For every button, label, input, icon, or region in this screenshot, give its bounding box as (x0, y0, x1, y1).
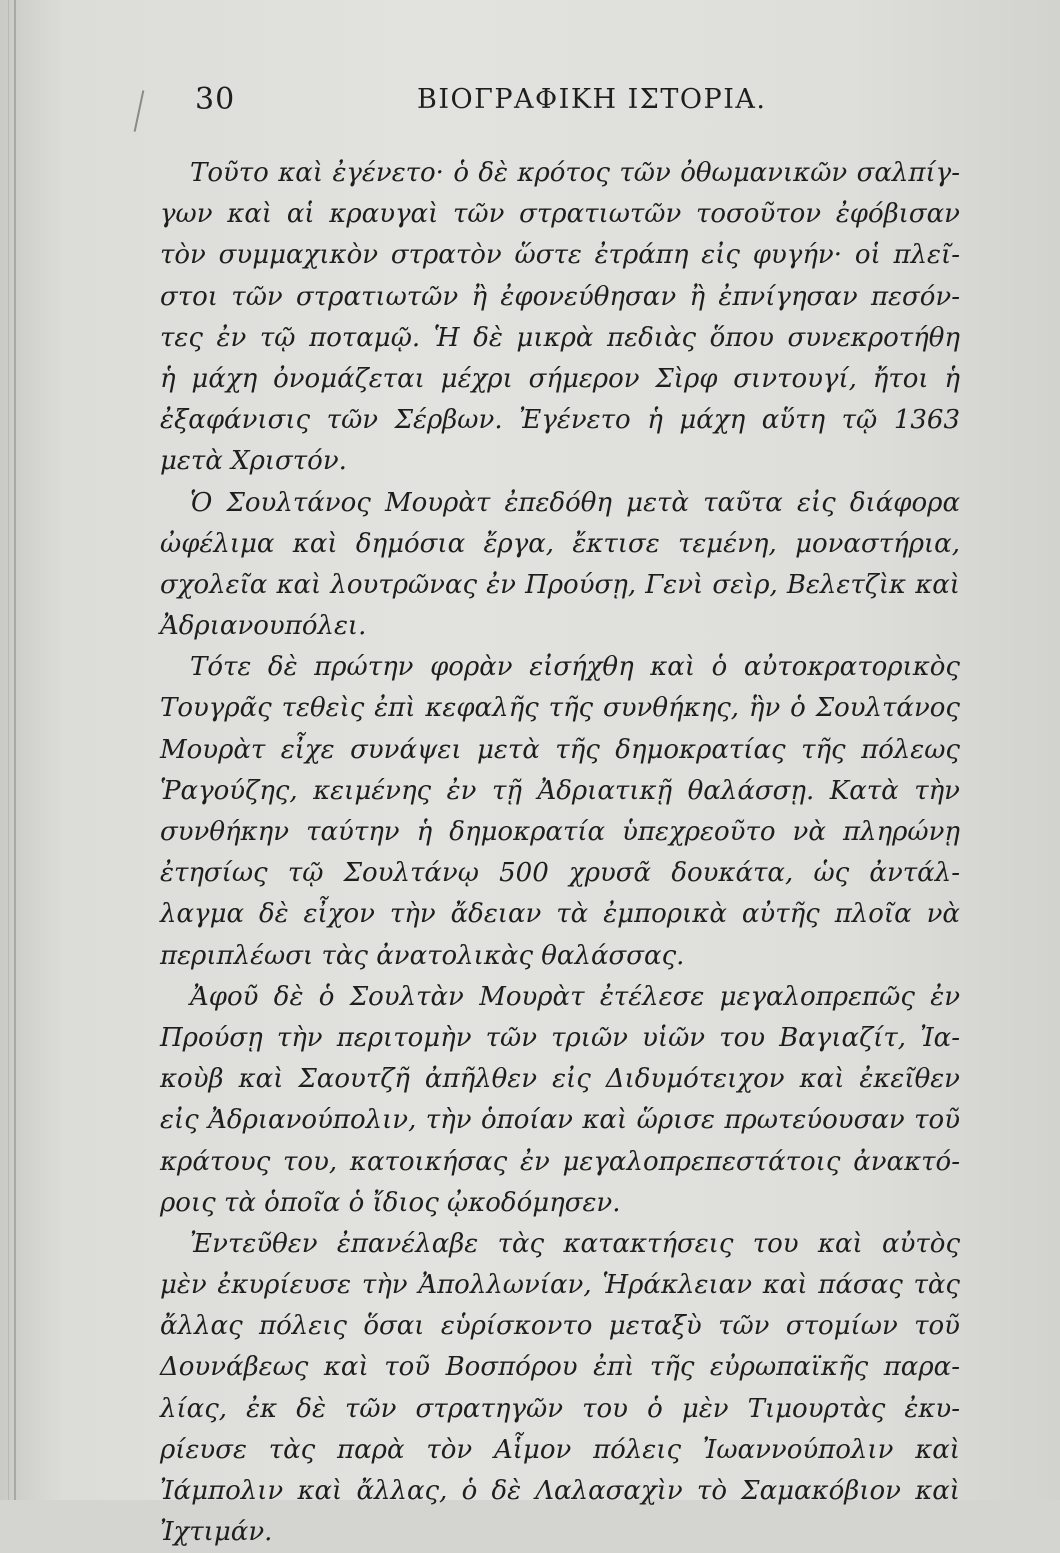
running-title: ΒΙΟΓΡΑΦΙΚΗ ΙΣΤΟΡΙΑ. (417, 84, 767, 115)
text-line: κοὺβ καὶ Σαουτζῆ ἀπῆλθεν εἰς Διδυμότειχον καὶ ἐκεῖθεν (160, 1064, 960, 1095)
text-line: λαγμα δὲ εἶχον τὴν ἄδειαν τὰ ἐμπορικὰ αὐτῆς πλοῖα νὰ (160, 899, 960, 930)
text-line: Ἰχτιμάν. (160, 1517, 273, 1548)
text-line: ροις τὰ ὁποῖα ὁ ἴδιος ᾠκοδόμησεν. (160, 1187, 621, 1218)
text-line: γων καὶ αἱ κραυγαὶ τῶν στρατιωτῶν τοσοῦτον ἐφόβισαν (160, 199, 960, 230)
margin-mark (134, 90, 145, 131)
text-line: ρίευσε τὰς παρὰ τὸν Αἷμον πόλεις Ἰωαννούπολιν καὶ (160, 1434, 960, 1465)
text-line: συνθήκην ταύτην ἡ δημοκρατία ὑπεχρεοῦτο νὰ πληρώνῃ (160, 817, 960, 847)
text-line: εἰς Ἀδριανούπολιν, τὴν ὁποίαν καὶ ὥρισε πρωτεύουσαν τοῦ (160, 1105, 960, 1136)
text-line: ἐξαφάνισις τῶν Σέρβων. Ἐγένετο ἡ μάχη αὕτη τῷ 1363 (160, 405, 960, 436)
text-line: Τοῦτο καὶ ἐγένετο· ὁ δὲ κρότος τῶν ὀθωμανικῶν σαλπίγ- (190, 158, 960, 188)
text-line: Ὁ Σουλτάνος Μουρὰτ ἐπεδόθη μετὰ ταῦτα εἰς διάφορα (190, 487, 960, 518)
binding-edge (14, 0, 16, 1500)
text-line: Ῥαγούζης, κειμένης ἐν τῇ Ἀδριατικῇ θαλάσσῃ. Κατὰ τὴν (160, 775, 960, 806)
binding-shadow (8, 0, 9, 1500)
text-line: ὠφέλιμα καὶ δημόσια ἔργα, ἔκτισε τεμένη, μοναστήρια, (160, 528, 960, 559)
text-line: τες ἐν τῷ ποταμῷ. Ἡ δὲ μικρὰ πεδιὰς ὅπου συνεκροτήθη (160, 322, 960, 353)
text-line: ἄλλας πόλεις ὅσαι εὑρίσκοντο μεταξὺ τῶν στομίων τοῦ (160, 1311, 960, 1342)
text-line: ἐτησίως τῷ Σουλτάνῳ 500 χρυσᾶ δουκάτα, ὡς ἀντάλ- (160, 858, 960, 889)
text-line: Μουρὰτ εἶχε συνάψει μετὰ τῆς δημοκρατίας τῆς πόλεως (160, 734, 960, 765)
text-line: Ἐντεῦθεν ἐπανέλαβε τὰς κατακτήσεις του καὶ αὐτὸς (190, 1228, 960, 1259)
text-line: Δουνάβεως καὶ τοῦ Βοσπόρου ἐπὶ τῆς εὐρωπαϊκῆς παρα- (160, 1352, 960, 1383)
text-line: Τουγρᾶς τεθεὶς ἐπὶ κεφαλῆς τῆς συνθήκης, ἣν ὁ Σουλτάνος (160, 693, 960, 724)
text-line: Τότε δὲ πρώτην φορὰν εἰσήχθη καὶ ὁ αὐτοκρατορικὸς (190, 652, 960, 683)
text-line: περιπλέωσι τὰς ἀνατολικὰς θαλάσσας. (160, 940, 685, 971)
text-line: σχολεῖα καὶ λουτρῶνας ἐν Προύσῃ, Γενὶ σεὶρ, Βελετζὶκ καὶ (160, 569, 960, 600)
text-line: τὸν συμμαχικὸν στρατὸν ὥστε ἐτράπη εἰς φυγήν· οἱ πλεῖ- (160, 240, 960, 271)
page-header (195, 82, 775, 132)
text-line: ἡ μάχη ὀνομάζεται μέχρι σήμερον Σὶρφ σιντουγί, ἤτοι ἡ (160, 363, 960, 394)
text-line: Ἀδριανουπόλει. (160, 611, 367, 642)
text-line: λίας, ἐκ δὲ τῶν στρατηγῶν του ὁ μὲν Τιμουρτὰς ἐκυ- (160, 1393, 960, 1424)
text-line: στοι τῶν στρατιωτῶν ἢ ἐφονεύθησαν ἢ ἐπνίγησαν πεσόν- (160, 281, 960, 312)
body-text (160, 153, 960, 1553)
text-line: κράτους του, κατοικήσας ἐν μεγαλοπρεπεστάτοις ἀνακτό- (160, 1146, 960, 1177)
text-line: Προύσῃ τὴν περιτομὴν τῶν τριῶν υἱῶν του Βαγιαζίτ, Ἰα- (160, 1022, 960, 1053)
text-line: μὲν ἐκυρίευσε τὴν Ἀπολλωνίαν, Ἡράκλειαν καὶ πάσας τὰς (160, 1270, 960, 1301)
page-number: 30 (195, 82, 236, 117)
text-line: Ἰάμπολιν καὶ ἄλλας, ὁ δὲ Λαλασαχὶν τὸ Σαμακόβιον καὶ (160, 1476, 960, 1506)
text-line: μετὰ Χριστόν. (160, 446, 347, 477)
text-line: Ἀφοῦ δὲ ὁ Σουλτὰν Μουρὰτ ἐτέλεσε μεγαλοπρεπῶς ἐν (190, 981, 960, 1012)
